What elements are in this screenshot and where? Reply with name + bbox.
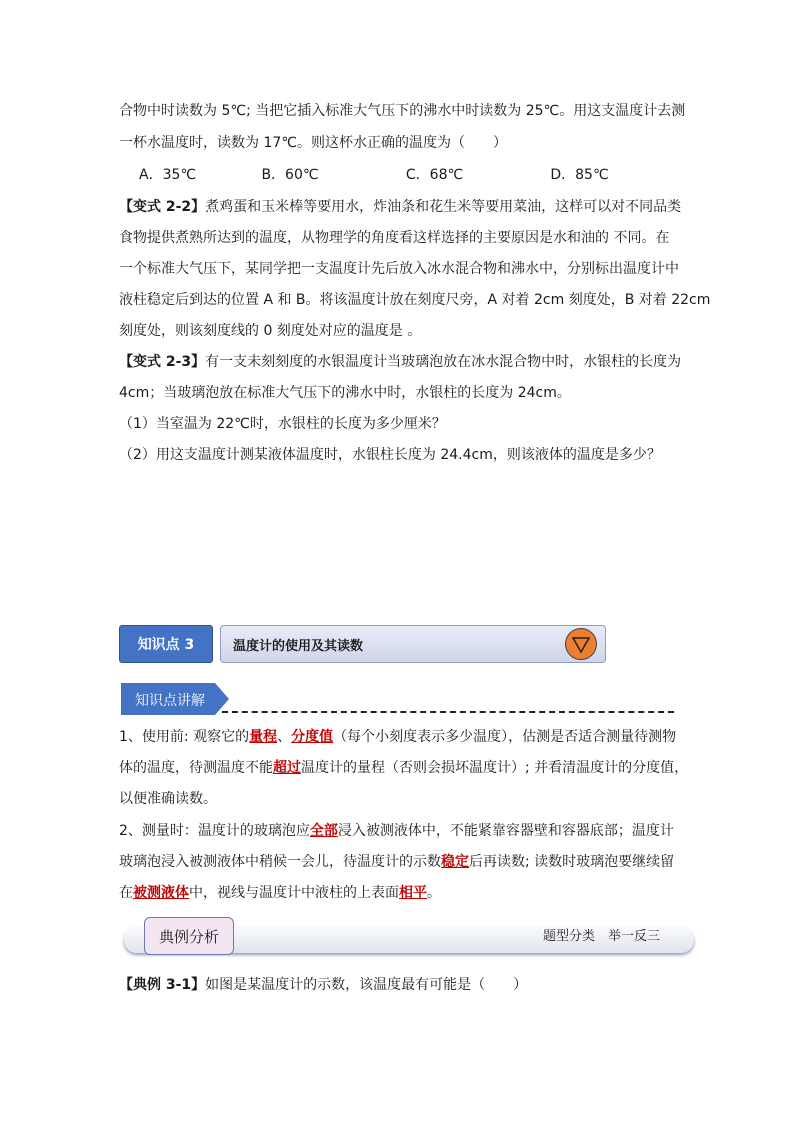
keyword-liquid: 被测液体 bbox=[133, 885, 189, 901]
text: 有一支未刻刻度的水银温度计当玻璃泡放在冰水混合物中时，水银柱的长度为 bbox=[205, 354, 682, 370]
knowledge-point-header bbox=[119, 625, 607, 663]
example-banner bbox=[124, 921, 698, 957]
keyword-division: 分度值 bbox=[291, 729, 334, 745]
dashed-divider bbox=[222, 711, 674, 713]
text: 。 bbox=[427, 885, 441, 901]
text-line bbox=[119, 197, 681, 217]
text-line: 液柱稳定后到达的位置 A 和 B。将该温度计放在刻度尺旁，A 对着 2cm 刻度处，B 对着 22cm bbox=[119, 292, 711, 308]
text-line: 一杯水温度时，读数为 17℃。则这杯水正确的温度为（ ） bbox=[119, 135, 507, 151]
subsection-label: 知识点讲解 bbox=[135, 693, 205, 709]
example-tag: 【典例 3-1】 bbox=[119, 977, 206, 993]
text-line: 以便准确读数。 bbox=[119, 791, 217, 807]
keyword-stable: 稳定 bbox=[441, 854, 469, 870]
knowledge-point-title: 温度计的使用及其读数 bbox=[233, 639, 364, 654]
text-line: 一个标准大气压下，某同学把一支温度计先后放入冰水混合物和沸水中，分别标出温度计中 bbox=[119, 261, 679, 277]
text-line: 食物提供煮熟所达到的温度，从物理学的角度看这样选择的主要原因是水和油的 不同。在 bbox=[119, 230, 670, 246]
subsection-banner bbox=[121, 683, 229, 715]
option-b: B．60℃ bbox=[261, 167, 319, 183]
knowledge-point-tag: 知识点 3 bbox=[119, 625, 213, 663]
keyword-range: 量程 bbox=[249, 729, 278, 745]
text: 煮鸡蛋和玉米棒等要用水，炸油条和花生米等要用菜油，这样可以对不同品类 bbox=[205, 199, 682, 215]
question-2: （2）用这支温度计测某液体温度时，水银柱长度为 24.4cm，则该液体的温度是多少？ bbox=[119, 447, 661, 463]
example-tab: 典例分析 bbox=[144, 917, 234, 955]
variant-tag: 【变式 2-2】 bbox=[119, 199, 206, 215]
option-a: A．35℃ bbox=[139, 167, 197, 183]
text: 浸入被测液体中，不能紧靠容器壁和容器底部；温度计 bbox=[337, 823, 674, 839]
text: （每个小刻度表示多少温度），估测是否适合测量待测物 bbox=[333, 729, 677, 745]
text-line bbox=[119, 727, 676, 747]
question-1: （1）当室温为 22℃时，水银柱的长度为多少厘米？ bbox=[119, 416, 446, 432]
text-line: 4cm；当玻璃泡放在标准大气压下的沸水中时，水银柱的长度为 24cm。 bbox=[119, 385, 571, 401]
text-line bbox=[119, 352, 681, 372]
option-c: C．68℃ bbox=[405, 167, 464, 183]
example-subtitle: 题型分类 举一反三 bbox=[542, 929, 660, 944]
triangle-down-icon[interactable] bbox=[565, 628, 597, 660]
text: 后再读数; 读数时玻璃泡要继续留 bbox=[469, 854, 675, 870]
text: 中，视线与温度计中液柱的上表面 bbox=[189, 885, 399, 901]
keyword-fully: 全部 bbox=[309, 823, 338, 839]
keyword-level: 相平 bbox=[399, 885, 427, 901]
answer-options bbox=[139, 165, 609, 185]
keyword-exceed: 超过 bbox=[273, 760, 301, 776]
text: 如图是某温度计的示数，该温度最有可能是（ ） bbox=[205, 977, 528, 993]
option-d: D．85℃ bbox=[550, 167, 609, 183]
text-line: 合物中时读数为 5℃; 当把它插入标准大气压下的沸水中时读数为 25℃。用这支温度计去测 bbox=[119, 103, 686, 119]
text: 体的温度，待测温度不能 bbox=[119, 760, 273, 776]
knowledge-point-title-box bbox=[220, 625, 606, 663]
text: 温度计的量程（否则会损坏温度计）; 并看清温度计的分度值， bbox=[301, 760, 689, 776]
text: 2、测量时：温度计的玻璃泡应 bbox=[119, 823, 310, 839]
text: 、 bbox=[277, 729, 292, 745]
text: 玻璃泡浸入被测液体中稍候一会儿，待温度计的示数 bbox=[119, 854, 441, 870]
text-line bbox=[119, 758, 688, 778]
text: 在 bbox=[119, 885, 133, 901]
text: 1、使用前: 观察它的 bbox=[119, 729, 250, 745]
text-line bbox=[119, 821, 674, 841]
text-line bbox=[119, 975, 527, 995]
text-line: 刻度处，则该刻度线的 0 刻度处对应的温度是 。 bbox=[119, 323, 422, 339]
text-line bbox=[119, 883, 441, 903]
variant-tag: 【变式 2-3】 bbox=[119, 354, 206, 370]
text-line bbox=[119, 852, 674, 872]
